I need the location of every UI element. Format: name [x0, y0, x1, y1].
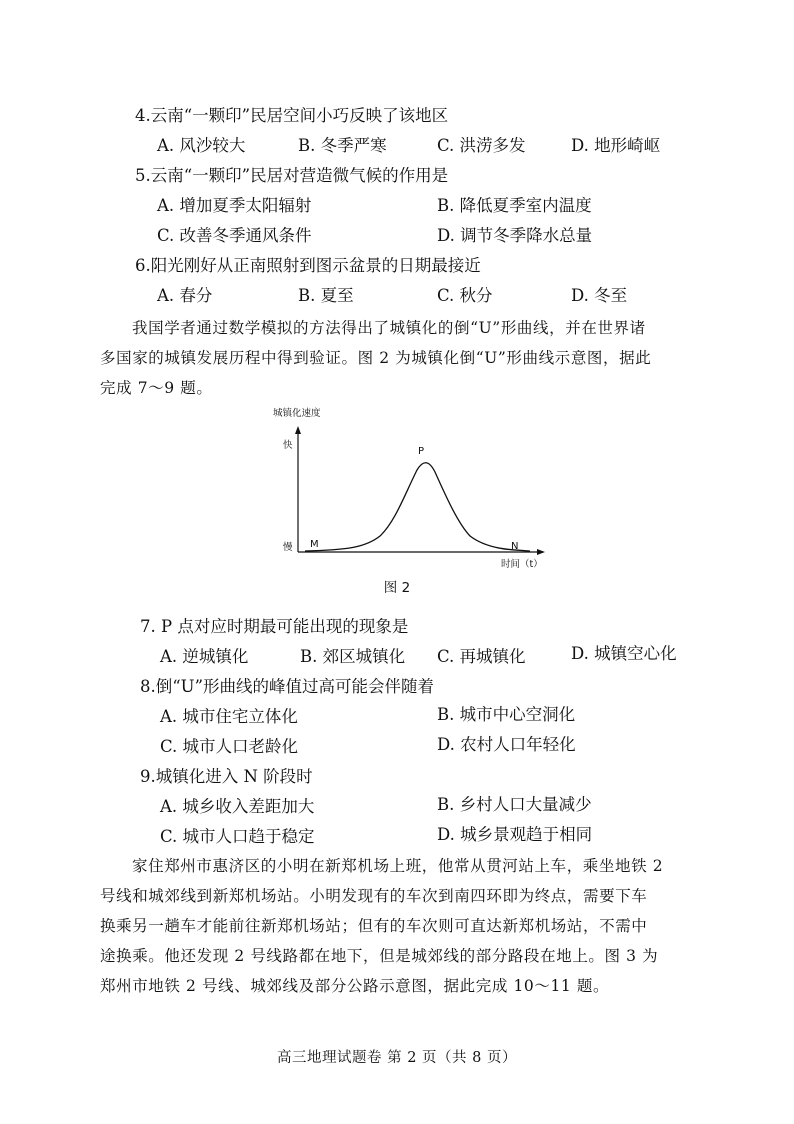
passage-urbanization [100, 313, 712, 403]
question-4-stem: 4.云南“一颗印”民居空间小巧反映了该地区 [135, 106, 449, 125]
passage-metro [100, 851, 712, 1001]
passage-2-line-4: 途换乘。他还发现 2 号线路都在地下，但是城郊线的部分路段在地上。图 3 为 [100, 947, 659, 965]
page-footer: 高三地理试题卷 第 2 页（共 8 页） [277, 1050, 517, 1066]
q4-option-b: B. 冬季严寒 [298, 136, 387, 155]
passage-1-line-3: 完成 7～9 题。 [100, 379, 213, 397]
q9-option-a: A. 城乡收入差距加大 [160, 797, 315, 816]
y-axis-high-label: 快 [283, 440, 293, 451]
q8-option-b: B. 城市中心空洞化 [437, 705, 576, 724]
q8-option-c: C. 城市人口老龄化 [160, 737, 299, 756]
q7-option-a: A. 逆城镇化 [160, 647, 249, 666]
q8-option-a: A. 城市住宅立体化 [160, 707, 298, 726]
curve-chart [265, 404, 565, 574]
x-axis-arrow [537, 549, 545, 555]
q5-option-d: D. 调节冬季降水总量 [437, 226, 593, 245]
point-m-label: M [310, 539, 319, 550]
q5-option-c: C. 改善冬季通风条件 [157, 226, 312, 245]
q6-option-d: D. 冬至 [571, 286, 628, 305]
x-axis-title: 时间（t） [501, 559, 543, 570]
passage-1-line-1: 我国学者通过数学模拟的方法得出了城镇化的倒“U”形曲线，并在世界诸 [132, 319, 646, 337]
q9-option-b: B. 乡村人口大量减少 [437, 795, 592, 814]
question-5-stem: 5.云南“一颗印”民居对营造微气候的作用是 [135, 166, 449, 185]
figure-caption: 图 2 [383, 580, 411, 596]
q5-option-a: A. 增加夏季太阳辐射 [157, 196, 312, 215]
question-8-stem: 8.倒“U”形曲线的峰值过高可能会伴随着 [140, 677, 435, 696]
q6-option-b: B. 夏至 [298, 286, 354, 305]
figure-urbanization-curve [265, 404, 565, 594]
passage-2-line-2: 号线和城郊线到新郑机场站。小明发现有的车次到南四环即为终点，需要下车 [100, 887, 648, 905]
q9-option-d: D. 城乡景观趋于相同 [437, 825, 593, 844]
inverted-u-curve [305, 463, 530, 551]
q5-option-b: B. 降低夏季室内温度 [437, 196, 592, 215]
q6-option-a: A. 春分 [157, 286, 213, 305]
q4-option-c: C. 洪涝多发 [437, 136, 526, 155]
q4-option-d: D. 地形崎岖 [571, 136, 661, 155]
q6-option-c: C. 秋分 [437, 286, 493, 305]
passage-2-line-5: 郑州市地铁 2 号线、城郊线及部分公路示意图，据此完成 10～11 题。 [100, 977, 610, 995]
passage-2-line-1: 家住郑州市惠济区的小明在新郑机场上班，他常从贯河站上车，乘坐地铁 2 [132, 857, 664, 875]
q7-option-b: B. 郊区城镇化 [300, 647, 406, 666]
q9-option-c: C. 城市人口趋于稳定 [160, 827, 315, 846]
q7-option-d: D. 城镇空心化 [571, 644, 677, 663]
y-axis-title: 城镇化速度 [273, 408, 321, 419]
passage-2-line-3: 换乘另一趟车才能前往新郑机场站；但有的车次则可直达新郑机场站，不需中 [100, 917, 648, 935]
q4-option-a: A. 风沙较大 [157, 136, 246, 155]
question-9-stem: 9.城镇化进入 N 阶段时 [140, 767, 313, 786]
question-7-stem: 7. P 点对应时期最可能出现的现象是 [140, 617, 409, 636]
y-axis-low-label: 慢 [283, 542, 293, 553]
point-n-label: N [511, 541, 519, 552]
point-p-label: P [418, 446, 425, 457]
q8-option-d: D. 农村人口年轻化 [437, 735, 576, 754]
question-6-stem: 6.阳光刚好从正南照射到图示盆景的日期最接近 [135, 256, 481, 275]
y-axis-arrow [295, 426, 301, 434]
passage-1-line-2: 多国家的城镇发展历程中得到验证。图 2 为城镇化倒“U”形曲线示意图，据此 [100, 349, 652, 367]
q7-option-c: C. 再城镇化 [437, 647, 526, 666]
